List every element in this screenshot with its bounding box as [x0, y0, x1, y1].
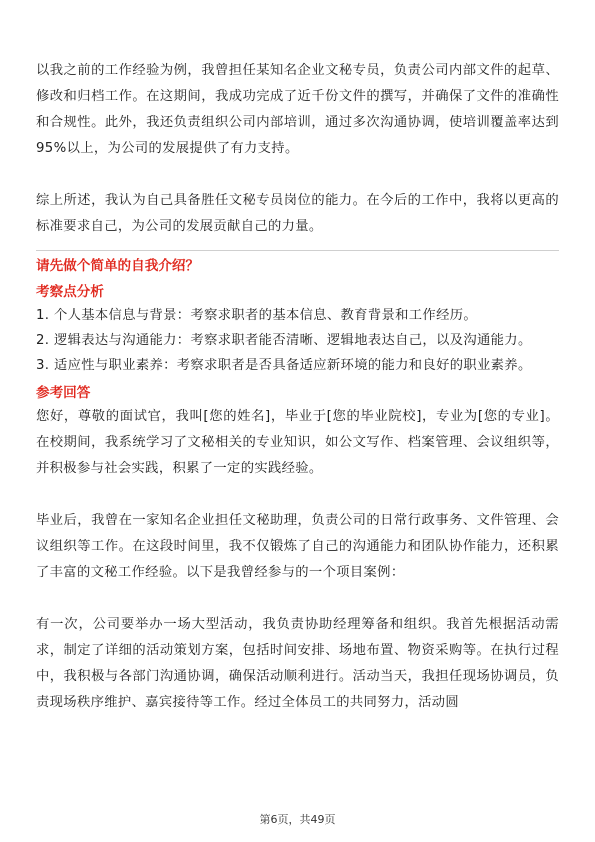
section-divider	[36, 250, 559, 251]
document-page	[36, 58, 559, 716]
page-number: 第6页，共49页	[259, 813, 336, 826]
analysis-item: 1. 个人基本信息与背景：考察求职者的基本信息、教育背景和工作经历。	[36, 308, 478, 323]
answer-paragraph: 毕业后，我曾在一家知名企业担任文秘助理，负责公司的日常行政事务、文件管理、会议组织等工作。在这段时间里，我不仅锻炼了自己的沟通能力和团队协作能力，还积累了丰富的文秘工作经验。以下是我曾经参与的一个项目案例：	[36, 513, 559, 580]
intro-paragraph-2: 综上所述，我认为自己具备胜任文秘专员岗位的能力。在今后的工作中，我将以更高的标准要求自己，为公司的发展贡献自己的力量。	[36, 193, 559, 234]
analysis-heading: 考察点分析	[36, 284, 104, 300]
analysis-item: 3. 适应性与职业素养：考察求职者是否具备适应新环境的能力和良好的职业素养。	[36, 358, 532, 373]
intro-paragraph-1: 以我之前的工作经验为例，我曾担任某知名企业文秘专员，负责公司内部文件的起草、修改和归档工作。在这期间，我成功完成了近千份文件的撰写，并确保了文件的准确性和合规性。此外，我还负责组织公司内部培训，通过多次沟通协调，使培训覆盖率达到95%以上，为公司的发展提供了有力支持。	[36, 63, 559, 156]
answer-heading: 参考回答	[36, 385, 91, 401]
answer-paragraph: 有一次，公司要举办一场大型活动，我负责协助经理筹备和组织。我首先根据活动需求，制定了详细的活动策划方案，包括时间安排、场地布置、物资采购等。在执行过程中，我积极与各部门沟通协调，确保活动顺利进行。活动当天，我担任现场协调员，负责现场秩序维护、嘉宾接待等工作。经过全体员工的共同努力，活动圆	[36, 617, 559, 710]
question-title: 请先做个简单的自我介绍？	[36, 258, 200, 274]
answer-paragraph: 您好，尊敬的面试官，我叫[您的姓名]，毕业于[您的毕业院校]，专业为[您的专业]。在校期间，我系统学习了文秘相关的专业知识，如公文写作、档案管理、会议组织等，并积极参与社会实践，积累了一定的实践经验。	[36, 409, 559, 476]
analysis-item: 2. 逻辑表达与沟通能力：考察求职者能否清晰、逻辑地表达自己，以及沟通能力。	[36, 333, 532, 348]
